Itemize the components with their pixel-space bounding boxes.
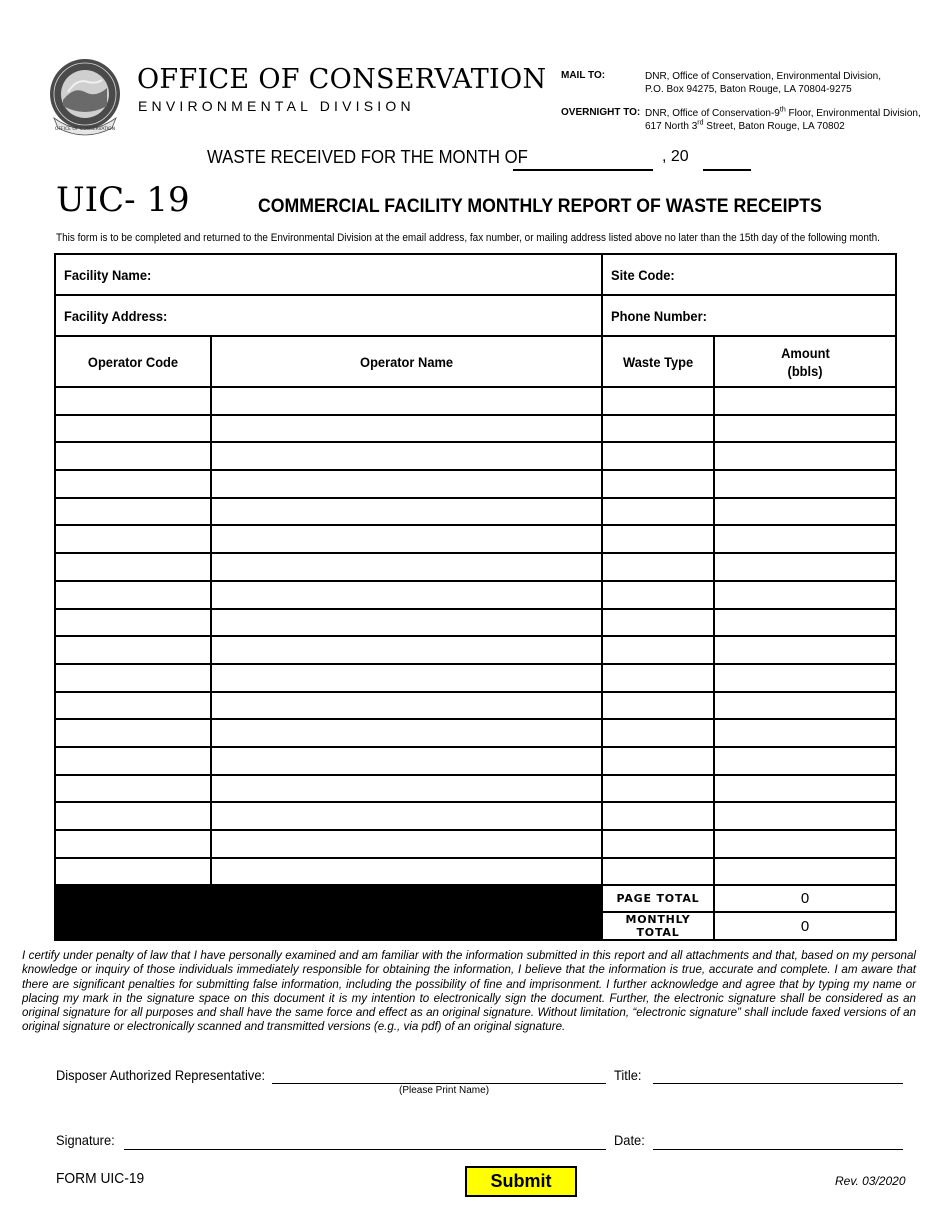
date-label: Date: xyxy=(614,1132,645,1148)
waste-type-cell[interactable] xyxy=(602,664,714,692)
mail-to-address xyxy=(645,70,881,96)
facility-address-field[interactable]: Facility Address: xyxy=(55,295,602,336)
waste-receipts-table xyxy=(54,253,897,941)
facility-name-row xyxy=(55,254,896,295)
amount-cell[interactable] xyxy=(714,802,896,830)
overnight-to-label: OVERNIGHT TO: xyxy=(561,107,641,118)
table-row xyxy=(55,692,896,720)
operator-name-cell[interactable] xyxy=(211,636,602,664)
mail-to-label: MAIL TO: xyxy=(561,70,606,81)
amount-cell[interactable] xyxy=(714,525,896,553)
certification-text: I certify under penalty of law that I have personally examined and am familiar with the information submitted in this report and all attachments and that, based on my personal knowledge or inquiry of those individuals immediately responsible for obtaining the information, I believe that the information is true, accurate and complete. I am aware that there are significant penalties for submitting false information, including the possibility of fine and imprisonment. I further acknowledge and agree that by typing my name or placing my mark in the signature space on this document it is my intention to electronically sign the document. Further, the electronic signature shall be considered as an original signature for all purposes and shall have the same force and effect as an original signature. Without limitation, “electronic signature” shall include faxed versions of an original signature or electronically scanned and transmitted versions (e.g., via pdf) of an original signature. xyxy=(22,949,916,1034)
operator-code-cell[interactable] xyxy=(55,664,211,692)
operator-code-cell[interactable] xyxy=(55,553,211,581)
operator-code-cell[interactable] xyxy=(55,775,211,803)
amount-cell[interactable] xyxy=(714,830,896,858)
table-row xyxy=(55,830,896,858)
operator-name-cell[interactable] xyxy=(211,553,602,581)
form-code: UIC- 19 xyxy=(56,180,190,220)
table-row xyxy=(55,747,896,775)
page-total-row xyxy=(55,885,896,912)
amount-cell[interactable] xyxy=(714,747,896,775)
blackout-area xyxy=(55,885,602,940)
operator-code-cell[interactable] xyxy=(55,581,211,609)
amount-cell[interactable] xyxy=(714,609,896,637)
state-seal-icon xyxy=(44,56,126,138)
amount-cell[interactable] xyxy=(714,692,896,720)
operator-name-cell[interactable] xyxy=(211,692,602,720)
table-row xyxy=(55,858,896,886)
table-row xyxy=(55,442,896,470)
year-prefix: , 20 xyxy=(662,148,689,165)
rep-name-input[interactable] xyxy=(272,1083,606,1084)
operator-code-cell[interactable] xyxy=(55,692,211,720)
monthly-total-value: 0 xyxy=(714,912,896,940)
operator-code-cell[interactable] xyxy=(55,858,211,886)
print-name-hint: (Please Print Name) xyxy=(399,1085,490,1096)
facility-address-row xyxy=(55,295,896,336)
signature-label: Signature: xyxy=(56,1132,115,1148)
amount-cell[interactable] xyxy=(714,719,896,747)
amount-cell[interactable] xyxy=(714,858,896,886)
amount-cell[interactable] xyxy=(714,387,896,415)
form-id: FORM UIC-19 xyxy=(56,1170,145,1187)
operator-code-cell[interactable] xyxy=(55,830,211,858)
title-label: Title: xyxy=(614,1067,642,1083)
operator-code-cell[interactable] xyxy=(55,387,211,415)
amount-cell[interactable] xyxy=(714,415,896,443)
operator-code-cell[interactable] xyxy=(55,802,211,830)
form-title: COMMERCIAL FACILITY MONTHLY REPORT OF WASTE RECEIPTS xyxy=(258,196,822,217)
site-code-field[interactable]: Site Code: xyxy=(602,254,896,295)
waste-type-cell[interactable] xyxy=(602,581,714,609)
table-row xyxy=(55,387,896,415)
operator-code-cell[interactable] xyxy=(55,609,211,637)
waste-type-cell[interactable] xyxy=(602,802,714,830)
waste-type-cell[interactable] xyxy=(602,858,714,886)
operator-name-cell[interactable] xyxy=(211,802,602,830)
table-row xyxy=(55,609,896,637)
operator-name-cell[interactable] xyxy=(211,664,602,692)
phone-number-field[interactable]: Phone Number: xyxy=(602,295,896,336)
table-row xyxy=(55,664,896,692)
operator-name-cell[interactable] xyxy=(211,830,602,858)
waste-type-cell[interactable] xyxy=(602,415,714,443)
operator-name-cell[interactable] xyxy=(211,775,602,803)
waste-type-cell[interactable] xyxy=(602,830,714,858)
col-amount: Amount (bbls) xyxy=(714,336,896,387)
mail-to-line2: P.O. Box 94275, Baton Rouge, LA 70804-9275 xyxy=(645,84,852,95)
amount-cell[interactable] xyxy=(714,442,896,470)
operator-name-cell[interactable] xyxy=(211,609,602,637)
rep-label: Disposer Authorized Representative: xyxy=(56,1067,266,1083)
page-total-label: PAGE TOTAL xyxy=(602,885,714,912)
waste-type-cell[interactable] xyxy=(602,442,714,470)
col-operator-code: Operator Code xyxy=(55,336,211,387)
operator-name-cell[interactable] xyxy=(211,387,602,415)
operator-code-cell[interactable] xyxy=(55,442,211,470)
amount-cell[interactable] xyxy=(714,636,896,664)
waste-type-cell[interactable] xyxy=(602,747,714,775)
overnight-line2: 617 North 3rd Street, Baton Rouge, LA 70802 xyxy=(645,119,845,132)
operator-code-cell[interactable] xyxy=(55,636,211,664)
division-subtitle: ENVIRONMENTAL DIVISION xyxy=(138,98,415,114)
month-input[interactable] xyxy=(513,169,653,171)
table-row xyxy=(55,802,896,830)
amount-cell[interactable] xyxy=(714,498,896,526)
table-row xyxy=(55,415,896,443)
table-row xyxy=(55,719,896,747)
waste-type-cell[interactable] xyxy=(602,387,714,415)
waste-type-cell[interactable] xyxy=(602,553,714,581)
operator-name-cell[interactable] xyxy=(211,719,602,747)
submit-button[interactable]: Submit xyxy=(465,1166,577,1197)
waste-type-cell[interactable] xyxy=(602,498,714,526)
svg-text:OFFICE OF CONSERVATION: OFFICE OF CONSERVATION xyxy=(54,127,116,132)
table-row xyxy=(55,498,896,526)
facility-name-field[interactable]: Facility Name: xyxy=(55,254,602,295)
col-waste-type: Waste Type xyxy=(602,336,714,387)
operator-name-cell[interactable] xyxy=(211,415,602,443)
table-row xyxy=(55,581,896,609)
waste-type-cell[interactable] xyxy=(602,525,714,553)
revision-label: Rev. 03/2020 xyxy=(835,1174,906,1188)
operator-name-cell[interactable] xyxy=(211,470,602,498)
col-operator-name: Operator Name xyxy=(211,336,602,387)
month-label: WASTE RECEIVED FOR THE MONTH OF xyxy=(207,147,528,167)
operator-code-cell[interactable] xyxy=(55,415,211,443)
operator-name-cell[interactable] xyxy=(211,498,602,526)
date-input[interactable] xyxy=(653,1149,903,1150)
operator-code-cell[interactable] xyxy=(55,719,211,747)
column-header-row xyxy=(55,336,896,387)
overnight-address xyxy=(645,107,921,133)
mail-to-line1: DNR, Office of Conservation, Environmental Division, xyxy=(645,71,882,82)
operator-code-cell[interactable] xyxy=(55,470,211,498)
waste-type-cell[interactable] xyxy=(602,609,714,637)
office-title: OFFICE OF CONSERVATION xyxy=(137,64,547,95)
operator-code-cell[interactable] xyxy=(55,525,211,553)
amount-cell[interactable] xyxy=(714,553,896,581)
waste-type-cell[interactable] xyxy=(602,719,714,747)
title-input[interactable] xyxy=(653,1083,903,1084)
operator-name-cell[interactable] xyxy=(211,858,602,886)
operator-name-cell[interactable] xyxy=(211,525,602,553)
form-instructions: This form is to be completed and returned to the Environmental Division at the email address, fax number, or mailing address listed above no later than the 15th day of the following month. xyxy=(56,232,880,244)
amount-cell[interactable] xyxy=(714,775,896,803)
operator-name-cell[interactable] xyxy=(211,442,602,470)
table-row xyxy=(55,525,896,553)
amount-cell[interactable] xyxy=(714,664,896,692)
waste-type-cell[interactable] xyxy=(602,775,714,803)
amount-cell[interactable] xyxy=(714,470,896,498)
page-total-value: 0 xyxy=(714,885,896,912)
operator-name-cell[interactable] xyxy=(211,581,602,609)
signature-input[interactable] xyxy=(124,1149,606,1150)
operator-name-cell[interactable] xyxy=(211,747,602,775)
waste-type-cell[interactable] xyxy=(602,470,714,498)
monthly-total-label: MONTHLY TOTAL xyxy=(602,912,714,940)
amount-cell[interactable] xyxy=(714,581,896,609)
waste-type-cell[interactable] xyxy=(602,636,714,664)
table-row xyxy=(55,775,896,803)
table-row xyxy=(55,470,896,498)
table-row xyxy=(55,553,896,581)
waste-type-cell[interactable] xyxy=(602,692,714,720)
operator-code-cell[interactable] xyxy=(55,747,211,775)
table-row xyxy=(55,636,896,664)
year-input[interactable] xyxy=(703,169,751,171)
operator-code-cell[interactable] xyxy=(55,498,211,526)
overnight-line1: DNR, Office of Conservation-9th Floor, Environmental Division, xyxy=(645,106,921,119)
